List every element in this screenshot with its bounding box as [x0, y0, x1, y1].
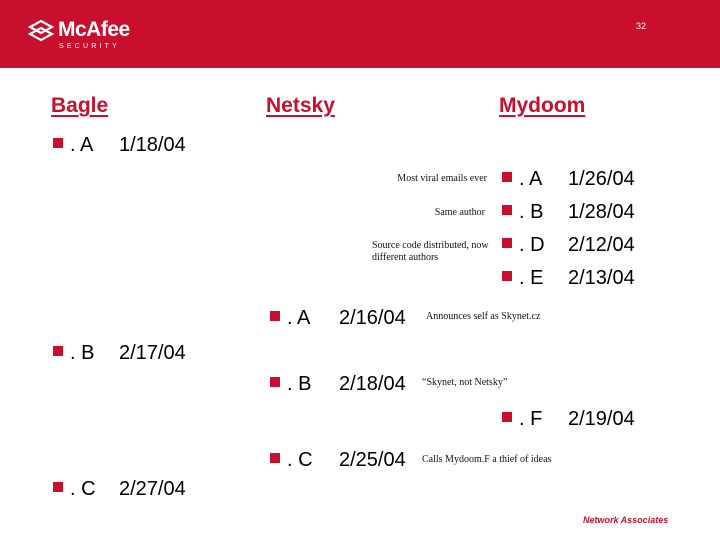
- note-skynet-not-netsky: “Skynet, not Netsky”: [422, 377, 508, 388]
- date-label: 2/17/04: [119, 342, 186, 364]
- bullet-icon: [53, 482, 63, 492]
- mcafee-shield-icon: [28, 19, 54, 45]
- variant-label: . B: [519, 201, 544, 223]
- bullet-icon: [270, 377, 280, 387]
- date-label: 2/18/04: [339, 373, 406, 395]
- variant-label: . B: [70, 342, 95, 364]
- variant-label: . D: [519, 234, 545, 256]
- note-most-viral: Most viral emails ever: [397, 173, 487, 184]
- date-label: 1/26/04: [568, 168, 635, 190]
- note-source-code: Source code distributed, now different authors: [372, 240, 489, 263]
- date-label: 2/12/04: [568, 234, 635, 256]
- note-calls-mydoom-thief: Calls Mydoom.F a thief of ideas: [422, 454, 552, 465]
- bullet-icon: [502, 172, 512, 182]
- bullet-icon: [502, 238, 512, 248]
- variant-label: . A: [519, 168, 543, 190]
- bullet-icon: [502, 271, 512, 281]
- bullet-icon: [270, 453, 280, 463]
- variant-label: . E: [519, 267, 544, 289]
- date-label: 2/13/04: [568, 267, 635, 289]
- date-label: 1/28/04: [568, 201, 635, 223]
- netsky-title: Netsky: [266, 94, 335, 117]
- mcafee-logo: [28, 17, 138, 57]
- variant-label: . F: [519, 408, 543, 430]
- variant-label: . B: [287, 373, 312, 395]
- bullet-icon: [502, 205, 512, 215]
- bullet-icon: [53, 346, 63, 356]
- date-label: 2/25/04: [339, 449, 406, 471]
- date-label: 1/18/04: [119, 134, 186, 156]
- note-same-author: Same author: [434, 207, 485, 218]
- date-label: 2/16/04: [339, 307, 406, 329]
- note-announces-skynet: Announces self as Skynet.cz: [426, 311, 541, 322]
- date-label: 2/27/04: [119, 478, 186, 500]
- network-associates-logo: Network Associates: [583, 515, 669, 525]
- header-bar: [0, 0, 720, 68]
- variant-label: . C: [287, 449, 313, 471]
- date-label: 2/19/04: [568, 408, 635, 430]
- variant-label: . C: [70, 478, 96, 500]
- logo-subtitle: SECURITY: [59, 43, 120, 50]
- bullet-icon: [270, 311, 280, 321]
- logo-wordmark: McAfee: [58, 18, 130, 41]
- variant-label: . A: [70, 134, 94, 156]
- bullet-icon: [53, 138, 63, 148]
- mydoom-title: Mydoom: [499, 94, 586, 117]
- page-number: 32: [636, 21, 647, 31]
- variant-label: . A: [287, 307, 311, 329]
- bagle-title: Bagle: [51, 94, 109, 117]
- bullet-icon: [502, 412, 512, 422]
